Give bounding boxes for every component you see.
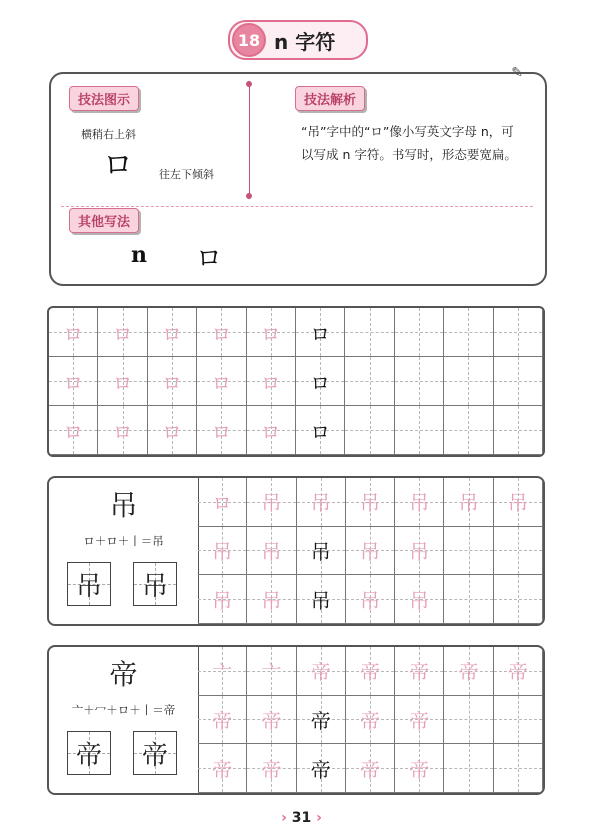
lesson-number: 18 xyxy=(232,23,266,57)
sample-box: 吊 xyxy=(133,562,177,606)
grid-cell xyxy=(444,744,493,793)
grid-cell: ロ xyxy=(296,308,345,357)
grid-cell: 吊 xyxy=(395,527,444,576)
grid-cell: 帝 xyxy=(198,744,247,793)
grid-cell: 吊 xyxy=(395,575,444,624)
grid-cell: ロ xyxy=(197,308,246,357)
grid-cell: 吊 xyxy=(395,478,444,527)
page-number: › 31 › xyxy=(281,810,322,826)
section-divider xyxy=(61,206,533,207)
grid-cell: 帝 xyxy=(297,647,346,696)
grid-cell: ロ xyxy=(247,406,296,455)
char-formula: 亠＋冖＋ロ＋丨＝帝 xyxy=(71,703,176,717)
grid-cell: 亠 xyxy=(198,647,247,696)
grid-cell: ロ xyxy=(148,357,197,406)
grid-cell: ロ xyxy=(148,406,197,455)
grid-cell: ロ xyxy=(49,308,98,357)
grid-cell: 吊 xyxy=(198,575,247,624)
grid-cell: 吊 xyxy=(297,575,346,624)
grid-cell: ロ xyxy=(197,357,246,406)
other-variant-1: n xyxy=(131,242,147,268)
grid-cell: 帝 xyxy=(494,647,543,696)
grid-cell: ロ xyxy=(296,406,345,455)
grid-cell: ロ xyxy=(98,406,147,455)
char-formula: ロ＋ロ＋丨＝吊 xyxy=(83,534,164,548)
char-block-di xyxy=(47,645,545,795)
grid-cell: 亠 xyxy=(247,647,296,696)
grid-cell xyxy=(494,744,543,793)
grid-cell: ロ xyxy=(49,357,98,406)
grid-cell: 帝 xyxy=(198,696,247,745)
grid-cell xyxy=(444,696,493,745)
grid-cell: 帝 xyxy=(346,647,395,696)
grid-cell xyxy=(494,406,543,455)
grid-cell: ロ xyxy=(49,406,98,455)
grid-cell: ロ xyxy=(98,357,147,406)
grid-cell: 吊 xyxy=(247,478,296,527)
grid-cell xyxy=(395,308,444,357)
grid-cell: 吊 xyxy=(198,527,247,576)
grid-cell xyxy=(345,308,394,357)
grid-cell: 吊 xyxy=(444,478,493,527)
grid-cell xyxy=(494,527,543,576)
grid-cell: 吊 xyxy=(247,527,296,576)
grid-cell xyxy=(395,406,444,455)
stroke-note-lower: 往左下倾斜 xyxy=(159,168,214,181)
grid-cell: 帝 xyxy=(346,696,395,745)
grid-cell: ロ xyxy=(98,308,147,357)
grid-cell xyxy=(444,406,493,455)
grid-cell: 吊 xyxy=(297,478,346,527)
grid-cell: ロ xyxy=(148,308,197,357)
analysis-tag: 技法解析 xyxy=(295,86,365,111)
grid-cell xyxy=(444,527,493,576)
grid-cell xyxy=(444,575,493,624)
grid-cell: 帝 xyxy=(297,744,346,793)
grid-cell: 吊 xyxy=(297,527,346,576)
grid-cell: 吊 xyxy=(346,478,395,527)
char-info xyxy=(49,647,199,793)
sample-box: 帝 xyxy=(67,731,111,775)
grid-cell: 吊 xyxy=(346,575,395,624)
grid-cell: 帝 xyxy=(346,744,395,793)
grid-cell: 帝 xyxy=(297,696,346,745)
panel-divider xyxy=(249,84,250,196)
grid-cell: ロ xyxy=(247,308,296,357)
sample-box: 吊 xyxy=(67,562,111,606)
grid-cell: ロ xyxy=(296,357,345,406)
grid-cell: ロ xyxy=(247,357,296,406)
grid-cell xyxy=(395,357,444,406)
char-block-diao xyxy=(47,476,545,626)
sample-box: 帝 xyxy=(133,731,177,775)
diagram-tag: 技法图示 xyxy=(69,86,139,111)
grid-cell: ロ xyxy=(197,406,246,455)
grid-cell xyxy=(494,696,543,745)
grid-cell: 帝 xyxy=(444,647,493,696)
char-info xyxy=(49,478,199,624)
other-variant-2: ロ xyxy=(196,244,223,274)
grid-cell xyxy=(444,308,493,357)
grid-cell: 帝 xyxy=(395,647,444,696)
grid-cell xyxy=(444,357,493,406)
grid-cell: 帝 xyxy=(247,744,296,793)
grid-cell xyxy=(494,357,543,406)
char-title: 吊 xyxy=(109,489,138,522)
grid-cell xyxy=(345,406,394,455)
other-tag: 其他写法 xyxy=(69,208,139,233)
grid-cell xyxy=(494,575,543,624)
grid-cell: 帝 xyxy=(395,744,444,793)
pen-icon: ✎ xyxy=(511,65,523,81)
grid-cell: ロ xyxy=(198,478,247,527)
grid-cell: 帝 xyxy=(395,696,444,745)
grid-cell: 吊 xyxy=(247,575,296,624)
grid-cell: 吊 xyxy=(346,527,395,576)
stroke-note-upper: 横稍右上斜 xyxy=(81,128,136,141)
grid-cell: 吊 xyxy=(494,478,543,527)
char-title: 帝 xyxy=(109,658,138,691)
lesson-title xyxy=(228,20,368,60)
analysis-text: “吊”字中的“ロ”像小写英文字母 n，可以写成 n 字符。书写时，形态要宽扁。 xyxy=(301,124,517,162)
grid-cell xyxy=(345,357,394,406)
char-practice-grid xyxy=(198,647,543,793)
grid-cell xyxy=(494,308,543,357)
lesson-heading: n 字符 xyxy=(274,29,336,54)
technique-panel xyxy=(49,65,547,286)
practice-grid xyxy=(47,306,545,457)
demo-glyph: ロ xyxy=(103,148,133,183)
grid-cell: 帝 xyxy=(247,696,296,745)
char-practice-grid xyxy=(198,478,543,624)
